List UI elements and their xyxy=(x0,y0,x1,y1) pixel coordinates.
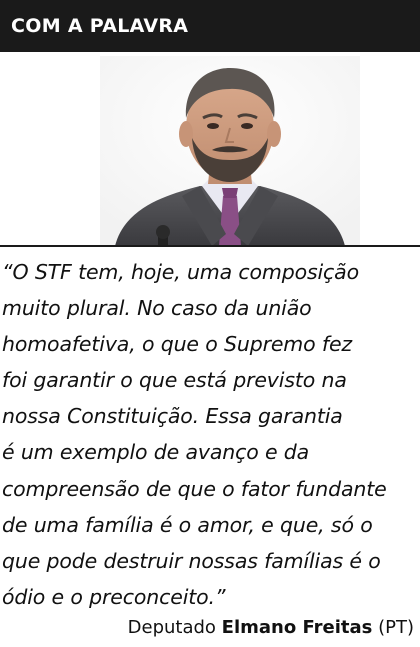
quote-line: muito plural. No caso da união xyxy=(2,296,312,321)
attribution-name: Elmano Freitas xyxy=(221,617,373,638)
quote-attribution xyxy=(128,617,414,638)
section-divider xyxy=(0,245,420,247)
attribution-role: Deputado xyxy=(127,617,216,638)
quote-line: “O STF tem, hoje, uma composição xyxy=(2,260,359,284)
attribution-party: (PT) xyxy=(378,617,414,638)
quote-text xyxy=(2,254,418,615)
quote-line: nossa Constituição. Essa garantia xyxy=(2,404,343,429)
quote-line: que pode destruir nossas famílias é o xyxy=(2,548,381,573)
quote-line: foi garantir o que está previsto na xyxy=(2,368,347,393)
quote-line: é um exemplo de avanço e da xyxy=(2,440,310,465)
quote-line: ódio e o preconceito.” xyxy=(2,584,226,609)
quote-line: homoafetiva, o que o Supremo fez xyxy=(2,332,353,357)
section-title: COM A PALAVRA xyxy=(11,15,189,37)
quote-line: de uma família é o amor, e que, só o xyxy=(2,512,373,537)
portrait-photo xyxy=(100,56,360,246)
section-header xyxy=(0,0,420,52)
quote-line: compreensão de que o fator fundante xyxy=(2,476,387,501)
